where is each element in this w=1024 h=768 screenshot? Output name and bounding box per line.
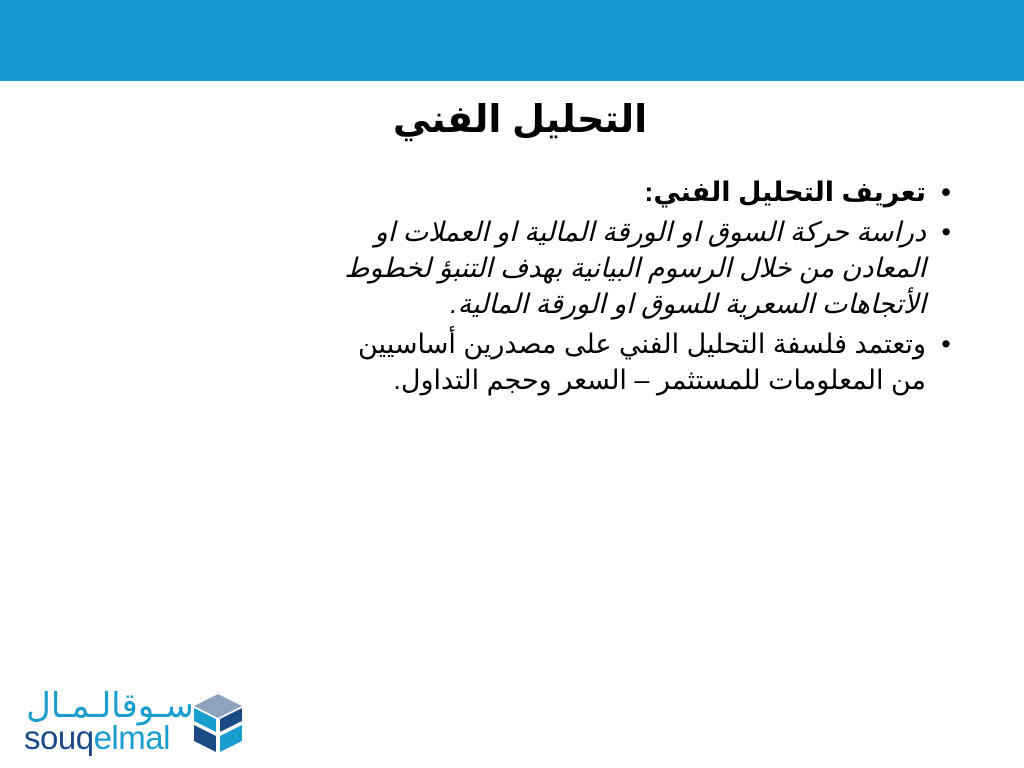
souqelmal-cube-mark-icon — [192, 692, 244, 756]
logo-arabic-text: سـوقالـمـال — [26, 687, 194, 725]
bullet-text: دراسة حركة السوق او الورقة المالية او العملات او المعادن من خلال الرسوم البيانية بهدف التنبؤ لخطوط الأتجاهات السعرية للسوق او الورقة المالية. — [344, 217, 926, 319]
souqelmal-logo — [22, 688, 244, 760]
slide-body — [330, 174, 956, 402]
header-bar — [0, 0, 1024, 81]
bullet-list — [330, 174, 956, 398]
logo-latin-text — [24, 720, 170, 756]
bullet-definition-heading — [330, 174, 956, 210]
slide-title: التحليل الفني — [392, 99, 648, 141]
bullet-icon: • — [941, 177, 951, 207]
logo-latin-elmal: elmal — [93, 719, 170, 756]
bullet-icon: • — [941, 217, 951, 247]
bullet-text: وتعتمد فلسفة التحليل الفني على مصدرين أساسيين من المعلومات للمستثمر – السعر وحجم التداول. — [358, 329, 926, 395]
bullet-text: تعريف التحليل الفني: — [644, 177, 926, 207]
logo-latin-souq: souq — [24, 719, 94, 756]
bullet-definition-text — [330, 214, 956, 322]
bullet-icon: • — [941, 329, 951, 359]
bullet-philosophy — [330, 326, 956, 398]
